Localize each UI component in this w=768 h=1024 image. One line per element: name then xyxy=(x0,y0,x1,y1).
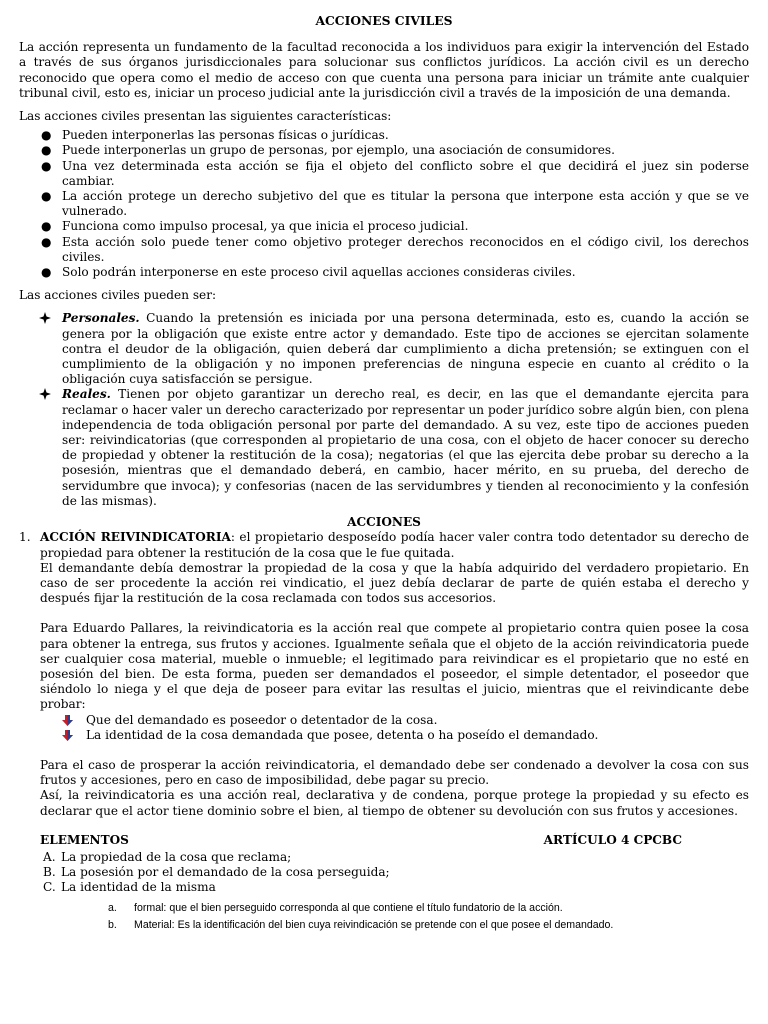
bullet-icon: ● xyxy=(41,234,52,249)
list-item xyxy=(62,387,749,509)
list-item: C. La identidad de la misma xyxy=(43,880,216,895)
type-text: Tienen por objeto garantizar un derecho real, es decir, en las que el demandante ejercita para reclamar o hacer valer un derecho caracterizado por representar un poder jurídico sobre algún bien, con plena independencia de toda obligación personal por parte del demandado. A su vez, este tipo de acciones pueden ser: reivindicatorias (que corresponden al propietario de una cosa, con el objeto de hacer conocer su derecho de propiedad y obtener la restitución de la cosa); negatorias (el que las ejercita debe probar su derecho a la posesión, mientras que el demandado deberá, en cambio, hacer mérito, en su prueba, del derecho de servidumbre que invoca); y confesorias (nacen de las servidumbres y tienden al reconocimiento y la confesión de las mismas). xyxy=(62,387,749,508)
types-intro: Las acciones civiles pueden ser: xyxy=(19,288,217,303)
list-item: ● Puede interponerlas un grupo de personas, por ejemplo, una asociación de consumidores. xyxy=(41,143,615,158)
item-number: 1. xyxy=(19,530,31,545)
item-term: ACCIÓN REIVINDICATORIA xyxy=(40,530,231,545)
numbered-item xyxy=(0,530,768,560)
list-item: Que del demandado es poseedor o detentador de la cosa. xyxy=(86,713,749,728)
list-item: a. formal: que el bien perseguido corresponda al que contiene el título fundatorio de la acción. xyxy=(108,901,563,914)
intro-paragraph: La acción representa un fundamento de la facultad reconocida a los individuos para exigir la intervención del Estado a través de sus órganos jurisdiccionales para solucionar sus conflictos jurídicos. La acción civil es un derecho reconocido que opera como el medio de acceso con que cuenta una persona para iniciar un trámite ante cualquier tribunal civil, esto es, iniciar un proceso judicial ante la jurisdicción civil a través de la imposición de una demanda. xyxy=(19,40,749,100)
elements-header xyxy=(0,833,768,848)
type-term: Reales. xyxy=(62,387,111,402)
bullet-icon: ● xyxy=(41,158,52,173)
type-text: Cuando la pretensión es iniciada por una persona determinada, esto es, cuando la acción se genera por la obligación que existe entre actor y demandado. Este tipo de acciones se ejercitan solamente contra el deudor de la obligación, quien deberá dar cumplimiento a dicha pretensión; se extinguen con el cumplimiento de la obligación y no imponen preferencias de ninguna especie en cuanto al crédito o la obligación cuya satisfacción se persigue. xyxy=(62,311,749,387)
bullet-icon: ● xyxy=(41,189,52,204)
arrow-bullet-icon xyxy=(62,715,73,730)
identity-sublist xyxy=(0,900,768,934)
paragraph: Para el caso de prosperar la acción reivindicatoria, el demandado debe ser condenado a devolver la cosa con sus frutos y accesiones, pero en caso de imposibilidad, debe pagar su precio. xyxy=(40,757,749,788)
bullet-icon: ● xyxy=(41,219,52,234)
list-item xyxy=(62,311,749,387)
proofs-list xyxy=(0,713,768,743)
list-item: A. La propiedad de la cosa que reclama; xyxy=(43,849,292,864)
list-item: ● Funciona como impulso procesal, ya que inicia el proceso judicial. xyxy=(41,219,469,234)
elements-label: ELEMENTOS xyxy=(40,832,129,847)
list-item: La identidad de la cosa demandada que posee, detenta o ha poseído el demandado. xyxy=(86,728,749,743)
item-text: : el propietario desposeído podía hacer valer contra todo detentador su derecho de propiedad para obtener la restitución de la cosa que le fue quitada. xyxy=(40,530,749,560)
paragraph: Para Eduardo Pallares, la reivindicatoria es la acción real que compete al propietario contra quien posee la cosa para obtener la entrega, sus frutos y acciones. Igualmente señala que el objeto de la acción reivindicatoria puede ser cualquier cosa material, mueble o inmueble; el legitimado para reivindicar es el propietario que no esté en posesión del bien. De esta forma, pueden ser demandados el poseedor, el simple detentador, el poseedor que siéndolo lo niega y el que deja de poseer para evitar las resultas el juicio, mientras que el reivindicante debe probar: xyxy=(40,621,749,712)
types-list xyxy=(0,311,768,509)
elements-list xyxy=(0,850,768,896)
list-item: ● La acción protege un derecho subjetivo del que es titular la persona que interpone esta acción y que se ve vulnerado. xyxy=(41,189,749,219)
list-item: B. La posesión por el demandado de la cosa perseguida; xyxy=(43,865,390,880)
bullet-icon: ● xyxy=(41,143,52,158)
list-item: ● Una vez determinada esta acción se fija el objeto del conflicto sobre el que decidirá el juez sin poderse cambiar. xyxy=(41,158,749,188)
section-title: ACCIONES xyxy=(347,515,421,530)
arrow-bullet-icon xyxy=(62,730,73,745)
list-item: ● Pueden interponerlas las personas físicas o jurídicas. xyxy=(41,128,389,143)
paragraph: Así, la reivindicatoria es una acción real, declarativa y de condena, porque protege la propiedad y su efecto es declarar que el actor tiene dominio sobre el bien, al tiempo de obtener su devolución con sus frutos y accesiones. xyxy=(40,788,749,818)
paragraph: El demandante debía demostrar la propiedad de la cosa y que la había adquirido del verdadero propietario. En caso de ser procedente la acción rei vindicatio, el juez debía declarar de parte de quién estaba el derecho y después fijar la restitución de la cosa reclamada con todos sus accesorios. xyxy=(40,560,749,606)
list-item: b. Material: Es la identificación del bien cuya reivindicación se pretende con el que posee el demandado. xyxy=(108,918,614,931)
page-title: ACCIONES CIVILES xyxy=(315,13,453,28)
list-item: ● Solo podrán interponerse en este proceso civil aquellas acciones consideras civiles. xyxy=(41,265,576,280)
diamond-bullet-icon xyxy=(39,312,51,328)
bullet-icon: ● xyxy=(41,128,52,143)
type-term: Personales. xyxy=(62,311,140,326)
article-reference: ARTÍCULO 4 CPCBC xyxy=(543,832,682,847)
characteristics-intro: Las acciones civiles presentan las siguientes características: xyxy=(19,109,392,124)
characteristics-list xyxy=(0,128,768,280)
bullet-icon: ● xyxy=(41,265,52,280)
diamond-bullet-icon xyxy=(39,388,51,404)
list-item: ● Esta acción solo puede tener como objetivo proteger derechos reconocidos en el código civil, los derechos civiles. xyxy=(41,234,749,264)
